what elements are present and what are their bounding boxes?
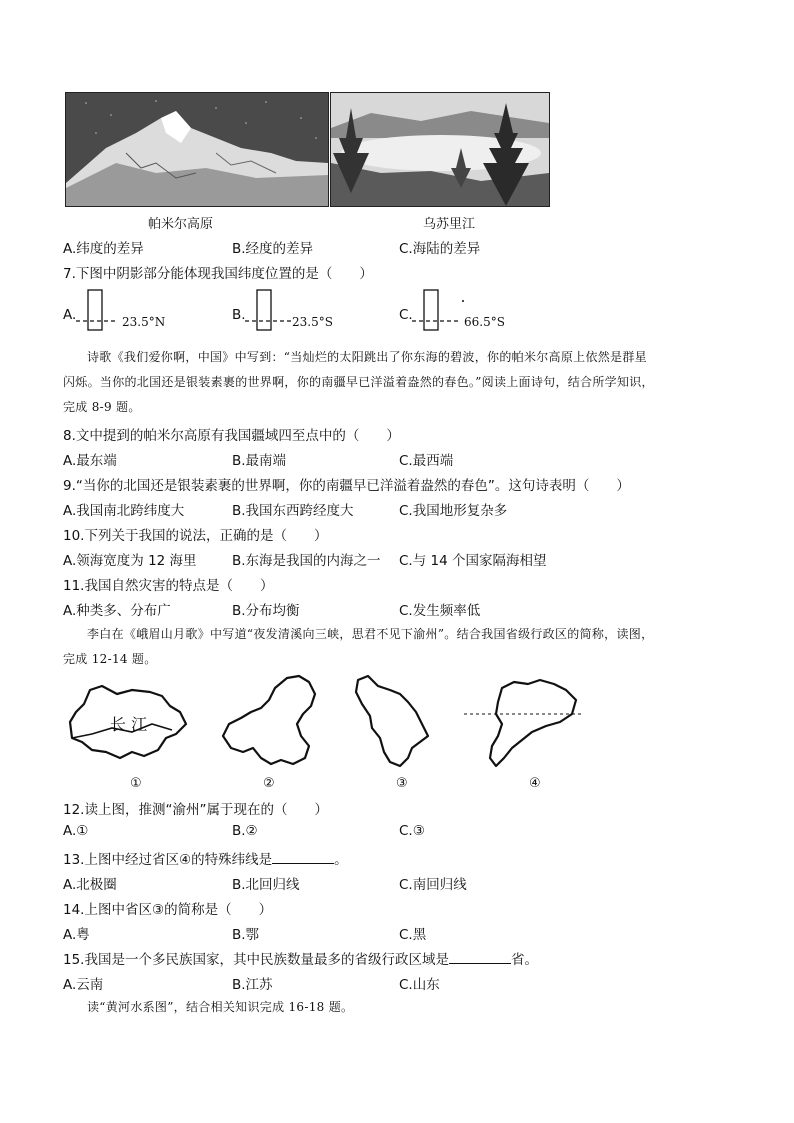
province-map-3 bbox=[350, 672, 435, 772]
q14-stem: 14.上图中省区③的简称是（ ） bbox=[63, 902, 273, 918]
q15-answer-blank bbox=[449, 951, 511, 964]
q8-stem: 8.文中提到的帕米尔高原有我国疆域四至点中的（ ） bbox=[63, 428, 400, 444]
q8-option-a: A.最东端 bbox=[63, 453, 117, 469]
q7-option-c-letter: C. bbox=[399, 307, 413, 323]
li-bai-intro bbox=[63, 622, 733, 672]
li-bai-intro-line-2: 完成 12-14 题。 bbox=[63, 652, 157, 666]
q15-stem-end: 省。 bbox=[510, 952, 538, 968]
poem-intro-line-2: 闪烁。当你的北国还是银装素裹的世界啊，你的南疆早已洋溢着盎然的春色。”阅读上面诗句，结合所学知识， bbox=[63, 375, 654, 389]
poem-intro bbox=[63, 345, 733, 420]
map-number-1: ① bbox=[130, 776, 142, 791]
poem-intro-line-3: 完成 8-9 题。 bbox=[63, 400, 141, 414]
yangtze-river-label: 长 江 bbox=[110, 715, 148, 734]
q15-stem bbox=[63, 948, 538, 968]
q9-stem: 9.“当你的北国还是银装素裹的世界啊，你的南疆早已洋溢着盎然的春色”。这句诗表明（ ） bbox=[63, 478, 630, 494]
q7-option-b-label: 23.5°S bbox=[292, 315, 333, 329]
q7-option-a-letter: A. bbox=[63, 307, 77, 323]
q14-option-c: C.黑 bbox=[399, 927, 427, 943]
q13-option-b: B.北回归线 bbox=[232, 877, 300, 893]
q15-option-a: A.云南 bbox=[63, 977, 104, 993]
q7-option-c-label: 66.5°S bbox=[464, 315, 505, 329]
q15-option-b: B.江苏 bbox=[232, 977, 273, 993]
yellow-river-intro-text: 读“黄河水系图”，结合相关知识完成 16-18 题。 bbox=[87, 1000, 354, 1014]
q13-option-a: A.北极圈 bbox=[63, 877, 117, 893]
pamir-caption: 帕米尔高原 bbox=[148, 217, 214, 232]
q7-option-a-label: 23.5°N bbox=[122, 315, 166, 329]
yellow-river-intro bbox=[63, 995, 733, 1020]
q12-option-c: C.③ bbox=[399, 823, 425, 839]
q13-stem-end: 。 bbox=[334, 852, 348, 868]
q11-stem: 11.我国自然灾害的特点是（ ） bbox=[63, 578, 274, 594]
q12-option-a: A.① bbox=[63, 823, 89, 839]
q10-stem: 10.下列关于我国的说法，正确的是（ ） bbox=[63, 528, 328, 544]
province-map-1 bbox=[62, 682, 192, 767]
q6-option-b: B.经度的差异 bbox=[232, 241, 314, 257]
ussuri-caption: 乌苏里江 bbox=[423, 217, 476, 232]
q14-option-b: B.鄂 bbox=[232, 927, 260, 943]
map-number-4: ④ bbox=[529, 776, 541, 791]
q11-option-c: C.发生频率低 bbox=[399, 603, 481, 619]
q8-option-c: C.最西端 bbox=[399, 453, 454, 469]
province-map-4 bbox=[462, 676, 587, 771]
q12-option-b: B.② bbox=[232, 823, 258, 839]
q11-option-b: B.分布均衡 bbox=[232, 603, 300, 619]
q9-option-c: C.我国地形复杂多 bbox=[399, 503, 508, 519]
q9-option-a: A.我国南北跨纬度大 bbox=[63, 503, 185, 519]
q13-stem bbox=[63, 848, 348, 868]
q9-option-b: B.我国东西跨经度大 bbox=[232, 503, 354, 519]
q13-option-c: C.南回归线 bbox=[399, 877, 467, 893]
map-number-3: ③ bbox=[396, 776, 408, 791]
province-map-2 bbox=[217, 672, 322, 772]
q13-answer-blank bbox=[272, 851, 334, 864]
q15-stem-text: 15.我国是一个多民族国家，其中民族数量最多的省级行政区域是 bbox=[63, 952, 449, 968]
q10-option-b: B.东海是我国的内海之一 bbox=[232, 553, 381, 569]
q13-stem-text: 13.上图中经过省区④的特殊纬线是 bbox=[63, 852, 273, 868]
q8-option-b: B.最南端 bbox=[232, 453, 287, 469]
li-bai-intro-line-1: 李白在《峨眉山月歌》中写道“夜发清溪向三峡，思君不见下渝州”。结合我国省级行政区的简称，读图， bbox=[87, 627, 654, 641]
q6-option-a: A.纬度的差异 bbox=[63, 241, 144, 257]
q6-option-c: C.海陆的差异 bbox=[399, 241, 481, 257]
pamir-plateau-photo bbox=[65, 92, 329, 207]
q7-option-b-letter: B. bbox=[232, 307, 246, 323]
q14-option-a: A.粤 bbox=[63, 927, 90, 943]
q7-option-c-figure bbox=[410, 286, 470, 336]
q10-option-a: A.领海宽度为 12 海里 bbox=[63, 553, 197, 569]
q7-stem: 7.下图中阴影部分能体现我国纬度位置的是（ ） bbox=[63, 266, 373, 282]
q15-option-c: C.山东 bbox=[399, 977, 440, 993]
q11-option-a: A.种类多、分布广 bbox=[63, 603, 171, 619]
poem-intro-line-1: 诗歌《我们爱你啊，中国》中写到：“当灿烂的太阳跳出了你东海的碧波，你的帕米尔高原上依然是群星 bbox=[87, 350, 647, 364]
ussuri-river-photo bbox=[330, 92, 550, 207]
map-number-2: ② bbox=[263, 776, 275, 791]
q12-stem: 12.读上图，推测“渝州”属于现在的（ ） bbox=[63, 802, 328, 818]
q10-option-c: C.与 14 个国家隔海相望 bbox=[399, 553, 547, 569]
